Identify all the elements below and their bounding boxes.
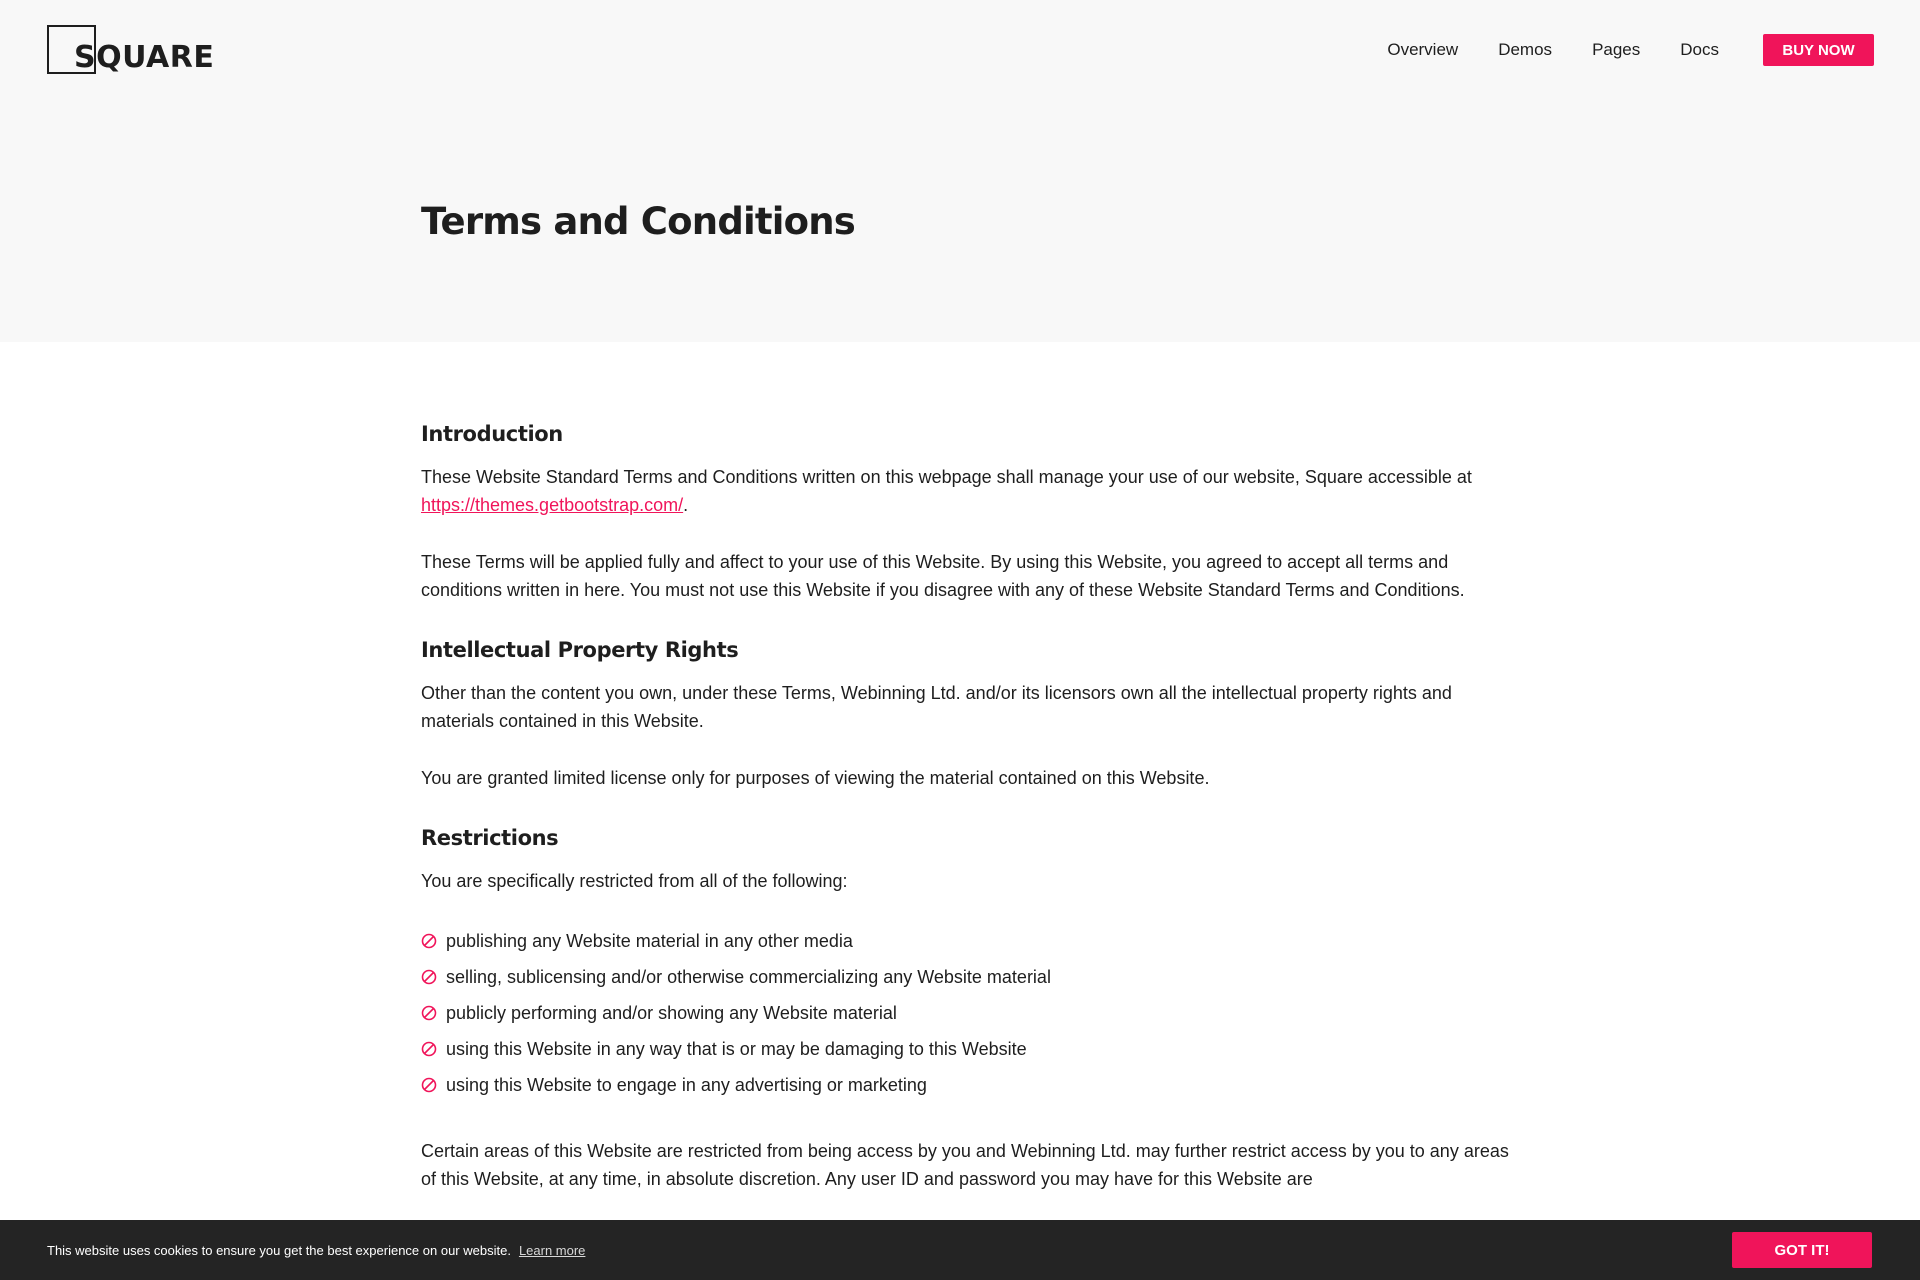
hero-header [0, 0, 1920, 342]
list-item [421, 1031, 1511, 1067]
ban-icon [421, 1005, 437, 1021]
main-nav [1387, 34, 1874, 66]
list-item-text: selling, sublicensing and/or otherwise commercializing any Website material [446, 967, 1051, 987]
nav-docs[interactable]: Docs [1680, 40, 1719, 59]
list-item [421, 1067, 1511, 1103]
bootstrap-themes-link[interactable]: https://themes.getbootstrap.com/ [421, 495, 684, 515]
ban-icon [421, 1077, 437, 1093]
buy-now-button[interactable]: BUY NOW [1763, 34, 1874, 66]
list-item-text: publishing any Website material in any other media [446, 931, 853, 951]
ip-paragraph-1: Other than the content you own, under these Terms, Webinning Ltd. and/or its licensors own all the intellectual property rights and materials contained in this Website. [421, 683, 1452, 731]
cookie-banner [0, 1220, 1920, 1280]
list-item [421, 959, 1511, 995]
terms-content [421, 420, 1511, 1225]
list-item-text: using this Website to engage in any advertising or marketing [446, 1075, 927, 1095]
intro-paragraph-2: These Terms will be applied fully and affect to your use of this Website. By using this Website, you agreed to accept all terms and conditions written in here. You must not use this Website if you disagree with any of these Website Standard Terms and Conditions. [421, 552, 1465, 600]
ban-icon [421, 969, 437, 985]
restrictions-paragraph-after: Certain areas of this Website are restricted from being access by you and Webinning Ltd. may further restrict access by you to any areas of this Website, at any time, in absolute discretion. Any user ID and password you may have for this Website are [421, 1141, 1509, 1189]
list-item [421, 923, 1511, 959]
ban-icon [421, 933, 437, 949]
intro-text-after-link: . [683, 495, 689, 515]
nav-demos[interactable]: Demos [1498, 40, 1553, 59]
intro-text-before-link: These Website Standard Terms and Conditions written on this webpage shall manage your use of our website, Square accessible at [421, 467, 1472, 487]
nav-overview[interactable]: Overview [1387, 40, 1459, 59]
cookie-learn-more-link[interactable]: Learn more [518, 1242, 586, 1258]
top-navbar [0, 0, 1920, 100]
page-title: Terms and Conditions [421, 200, 856, 243]
cookie-accept-button[interactable]: GOT IT! [1732, 1232, 1872, 1268]
cookie-message: This website uses cookies to ensure you get the best experience on our website. [47, 1242, 511, 1258]
section-heading-ip-rights: Intellectual Property Rights [421, 638, 739, 662]
restrictions-list [421, 923, 1511, 1103]
ban-icon [421, 1041, 437, 1057]
intro-paragraph-1 [421, 463, 1511, 519]
restrictions-intro: You are specifically restricted from all of the following: [421, 871, 848, 891]
brand-logo[interactable] [47, 25, 217, 75]
list-item-text: using this Website in any way that is or may be damaging to this Website [446, 1039, 1027, 1059]
list-item [421, 995, 1511, 1031]
logo-text: SQUARE [74, 40, 215, 75]
section-heading-restrictions: Restrictions [421, 826, 559, 850]
list-item-text: publicly performing and/or showing any Website material [446, 1003, 897, 1023]
ip-paragraph-2: You are granted limited license only for purposes of viewing the material contained on this Website. [421, 768, 1210, 788]
section-heading-introduction: Introduction [421, 422, 563, 446]
nav-pages[interactable]: Pages [1592, 40, 1641, 59]
